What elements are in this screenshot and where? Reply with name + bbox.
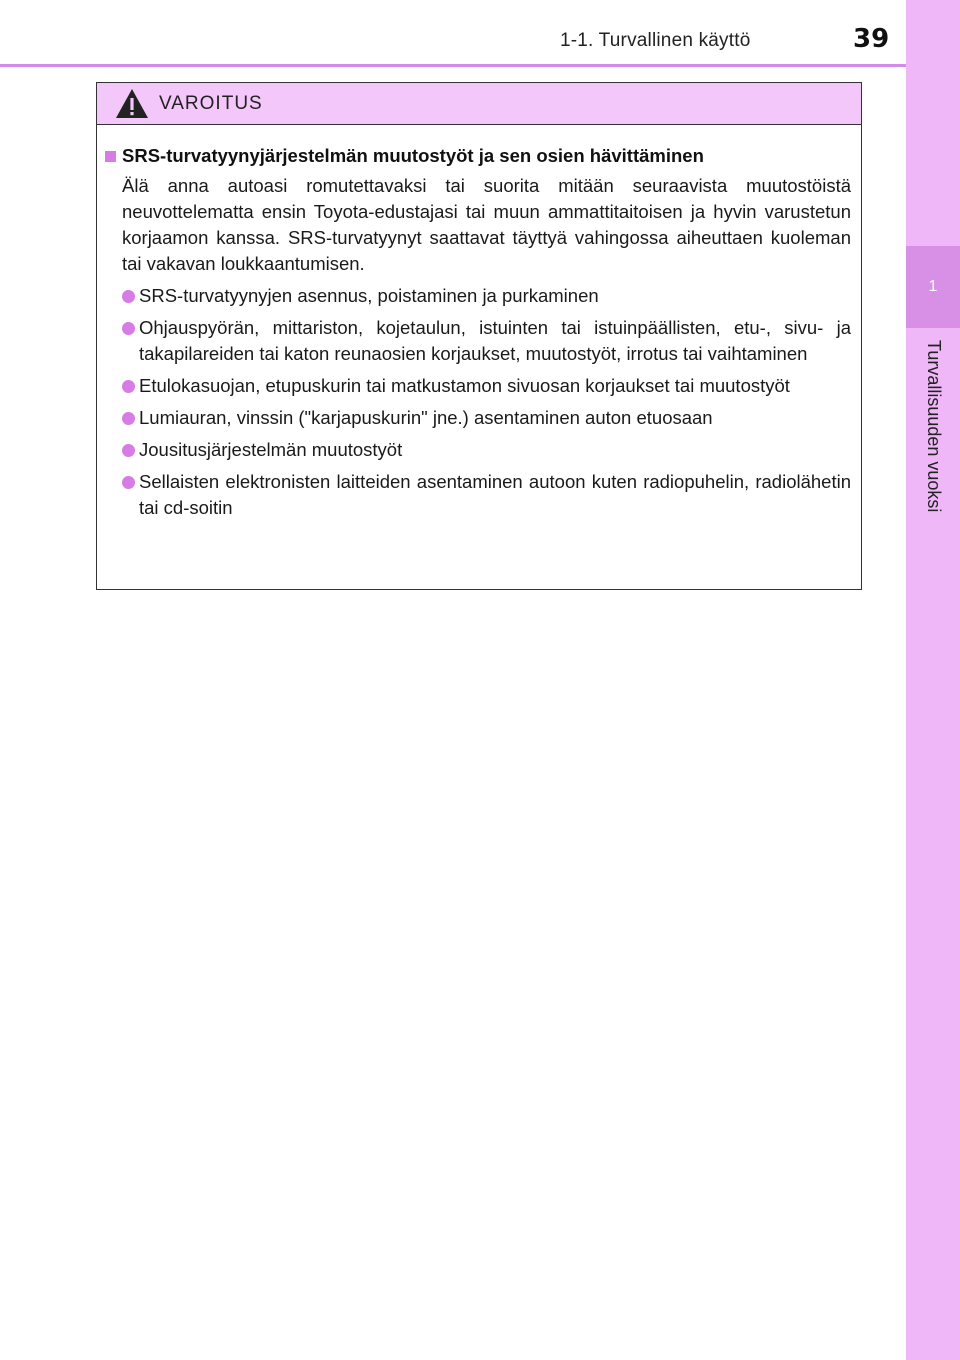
chapter-number: 1 [928, 278, 938, 295]
warning-label: VAROITUS [159, 92, 263, 114]
round-bullet-icon [122, 444, 135, 457]
round-bullet-icon [122, 412, 135, 425]
list-item [105, 315, 851, 367]
list-item-text: Ohjauspyörän, mittariston, kojetaulun, istuinten tai istuinpäällisten, etu-, sivu- ja takapilareiden tai katon reunaosien korjaukset, muutostyöt, irrotus tai vaihtaminen [139, 317, 851, 364]
chapter-sidebar [906, 0, 960, 1360]
list-item-text: Sellaisten elektronisten laitteiden asentaminen autoon kuten radiopuhelin, radiolähetin tai cd-soitin [139, 471, 851, 518]
section-heading-text: SRS-turvatyynyjärjestelmän muutostyöt ja sen osien hävittäminen [122, 145, 704, 166]
header-divider [0, 64, 906, 67]
section-heading [105, 143, 851, 169]
list-item [105, 437, 851, 463]
list-item [105, 469, 851, 521]
round-bullet-icon [122, 322, 135, 335]
list-item [105, 283, 851, 309]
list-item-text: Jousitusjärjestelmän muutostyöt [139, 439, 403, 460]
round-bullet-icon [122, 380, 135, 393]
list-item-text: Lumiauran, vinssin ("karjapuskurin" jne.) asentaminen auton etuosaan [139, 407, 713, 428]
chapter-title: Turvallisuuden vuoksi [924, 340, 944, 513]
list-item [105, 405, 851, 431]
list-item [105, 373, 851, 399]
warning-header [97, 83, 861, 125]
intro-paragraph: Älä anna autoasi romutettavaksi tai suorita mitään seuraavista muutostöistä neuvottelematta ensin Toyota-edustajasi tai muun ammattitaitoisen ja hyvin varustetun korjaamon kanssa. SRS-turvatyynyt saattavat täyttyä vahingossa aiheuttaen kuoleman tai vakavan loukkaantumisen. [122, 175, 851, 274]
chapter-title-container [915, 340, 951, 570]
square-bullet-icon [105, 151, 116, 162]
page-number: 39 [853, 24, 890, 54]
section-title: 1-1. Turvallinen käyttö [560, 30, 751, 51]
warning-body [97, 125, 861, 521]
warning-box [96, 82, 862, 590]
list-item-text: Etulokasuojan, etupuskurin tai matkustamon sivuosan korjaukset tai muutostyöt [139, 375, 790, 396]
bullet-list [105, 283, 851, 521]
round-bullet-icon [122, 290, 135, 303]
round-bullet-icon [122, 476, 135, 489]
warning-triangle-icon [115, 88, 149, 120]
chapter-tab[interactable] [906, 246, 960, 328]
list-item-text: SRS-turvatyynyjen asennus, poistaminen ja purkaminen [139, 285, 599, 306]
